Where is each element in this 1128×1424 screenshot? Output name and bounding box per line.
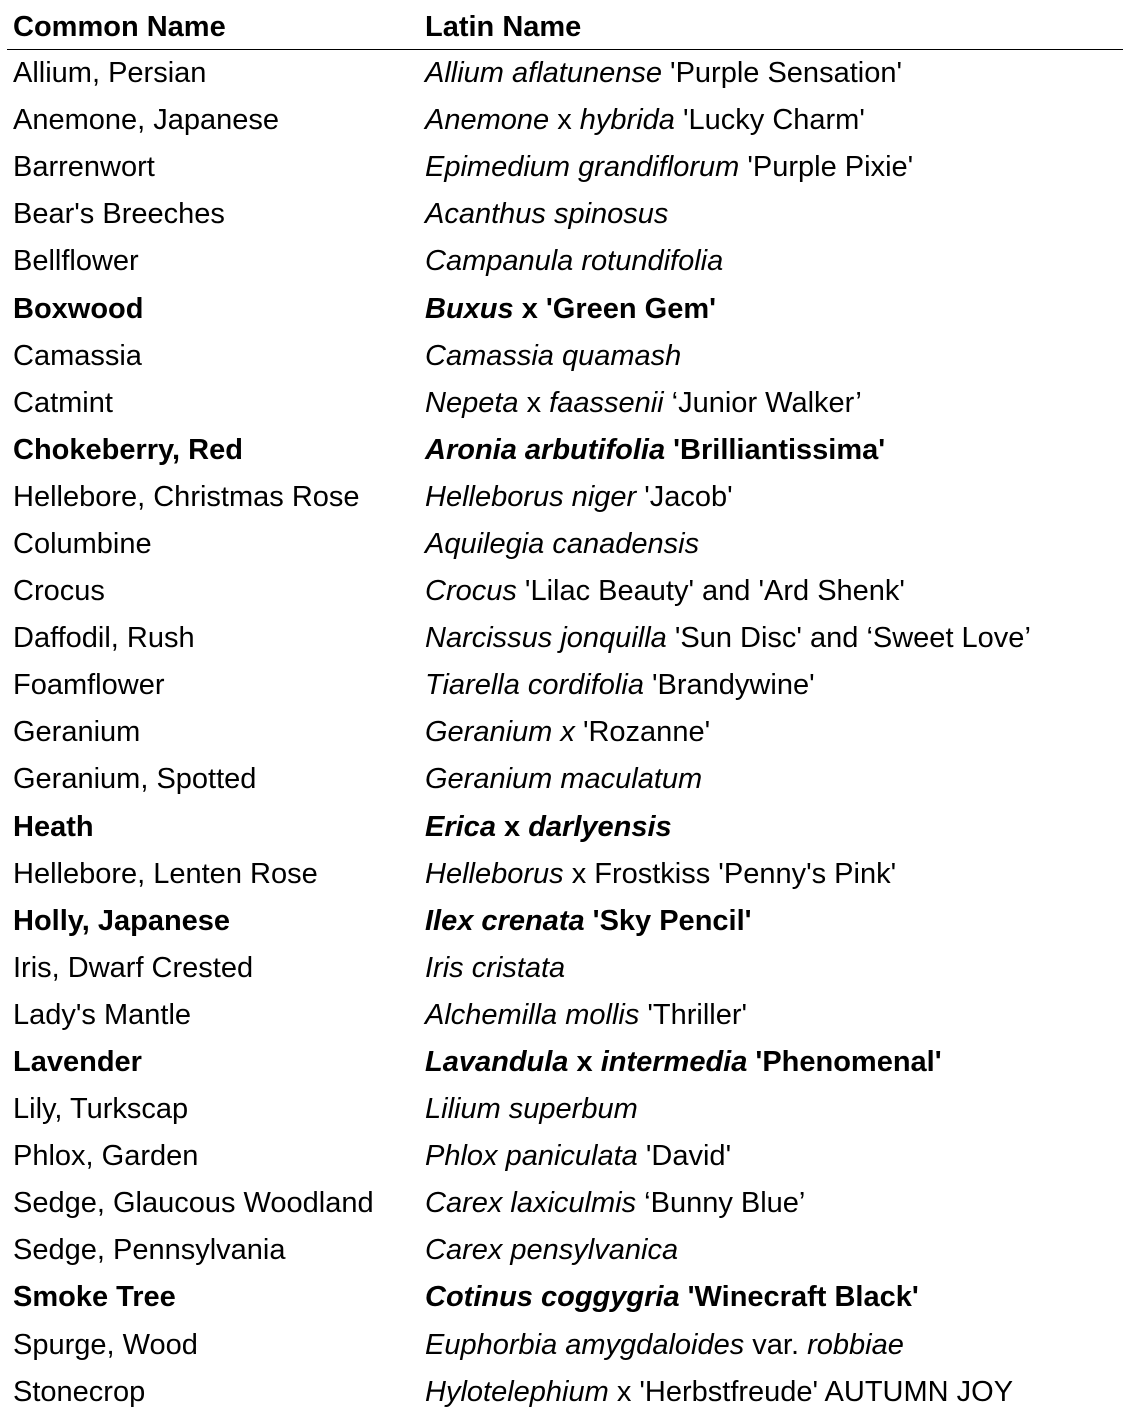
table-row (7, 474, 1123, 521)
latin-name-italic-part: faassenii (549, 386, 664, 419)
latin-name-italic-part: Crocus (425, 575, 517, 608)
latin-name-italic-part: Carex pensylvanica (425, 1234, 679, 1267)
common-name-cell: Foamflower (13, 669, 165, 702)
common-name-cell: Sedge, Glaucous Woodland (13, 1187, 374, 1220)
latin-name-roman-part: x (518, 386, 550, 419)
common-name-cell: Smoke Tree (13, 1281, 176, 1314)
common-name-cell: Columbine (13, 527, 152, 560)
common-name-cell: Phlox, Garden (13, 1140, 199, 1173)
latin-name-roman-part: x (549, 104, 580, 137)
table-row (7, 1039, 1123, 1086)
latin-name-cell (420, 144, 1123, 191)
latin-name-cell (420, 238, 1123, 285)
latin-name-cell (420, 662, 1123, 709)
table-row (7, 662, 1123, 709)
latin-name-italic-part: Cotinus coggygria (425, 1281, 680, 1314)
table-body (7, 50, 1123, 1416)
latin-name-italic-part: Alchemilla mollis (425, 998, 640, 1031)
common-name-cell: Holly, Japanese (13, 904, 231, 937)
latin-name-cell (420, 851, 1123, 898)
latin-name-cell (420, 1322, 1123, 1369)
table-row (7, 804, 1123, 851)
latin-name-roman-part: x (495, 810, 529, 843)
latin-name-cell (420, 756, 1123, 803)
latin-name-roman-part: 'Sun Disc' and ‘Sweet Love’ (666, 622, 1031, 655)
latin-name-roman-part: x 'Herbstfreude' AUTUMN JOY (608, 1375, 1014, 1408)
table-row (7, 380, 1123, 427)
latin-name-italic-part: Lilium superbum (425, 1093, 638, 1126)
latin-name-cell (420, 285, 1123, 332)
common-name-cell: Boxwood (13, 292, 144, 325)
table-row (7, 1133, 1123, 1180)
latin-name-italic-part: Anemone (425, 104, 550, 137)
common-name-cell: Geranium (13, 716, 141, 749)
table-row (7, 851, 1123, 898)
common-name-cell: Bear's Breeches (13, 198, 225, 231)
latin-name-cell (420, 380, 1123, 427)
latin-name-cell (420, 1133, 1123, 1180)
latin-name-italic-part: Carex laxiculmis (425, 1187, 637, 1220)
common-name-cell: Anemone, Japanese (13, 104, 280, 137)
latin-name-cell (420, 992, 1123, 1039)
latin-name-cell (420, 1227, 1123, 1274)
table-header (7, 5, 1123, 50)
latin-name-italic-part: robbiae (807, 1328, 904, 1361)
latin-name-roman-part: 'Brilliantissima' (665, 433, 886, 466)
table-row (7, 285, 1123, 332)
latin-name-roman-part: 'Lilac Beauty' and 'Ard Shenk' (516, 575, 905, 608)
latin-name-cell (420, 50, 1123, 98)
latin-name-italic-part: Helleborus (425, 857, 564, 890)
latin-name-italic-part: darlyensis (528, 810, 672, 843)
table-row (7, 191, 1123, 238)
latin-name-italic-part: Nepeta (425, 386, 519, 419)
table-row (7, 1274, 1123, 1321)
table-row (7, 1086, 1123, 1133)
common-name-cell: Daffodil, Rush (13, 622, 195, 655)
latin-name-cell (420, 427, 1123, 474)
latin-name-roman-part: x Frostkiss 'Penny's Pink' (563, 857, 897, 890)
common-name-cell: Hellebore, Lenten Rose (13, 857, 318, 890)
latin-name-italic-part: hybrida (579, 104, 675, 137)
table-row (7, 756, 1123, 803)
table-row (7, 1227, 1123, 1274)
common-name-cell: Camassia (13, 339, 142, 372)
latin-name-cell (420, 1369, 1123, 1416)
latin-name-roman-part: 'Brandywine' (643, 669, 815, 702)
latin-name-roman-part: var. (744, 1328, 808, 1361)
latin-name-italic-part: Phlox paniculata (425, 1140, 638, 1173)
latin-name-cell (420, 945, 1123, 992)
latin-name-italic-part: Narcissus jonquilla (425, 622, 667, 655)
latin-name-header: Latin Name (420, 5, 1123, 50)
latin-name-roman-part: ‘Bunny Blue’ (636, 1187, 806, 1220)
common-name-cell: Barrenwort (13, 151, 155, 184)
latin-name-roman-part: 'Rozanne' (574, 716, 711, 749)
latin-name-italic-part: intermedia (600, 1046, 748, 1079)
table-row (7, 1180, 1123, 1227)
table-row (7, 427, 1123, 474)
table-row (7, 945, 1123, 992)
latin-name-italic-part: Camassia quamash (425, 339, 682, 372)
header-row (7, 5, 1123, 50)
common-name-cell: Lavender (13, 1046, 142, 1079)
latin-name-roman-part: 'Purple Pixie' (739, 151, 914, 184)
latin-name-italic-part: Buxus (425, 292, 514, 325)
table-row (7, 992, 1123, 1039)
latin-name-italic-part: Aquilegia canadensis (425, 527, 700, 560)
latin-name-italic-part: Tiarella cordifolia (425, 669, 644, 702)
latin-name-italic-part: Lavandula (425, 1046, 569, 1079)
latin-name-italic-part: Geranium maculatum (425, 763, 703, 796)
latin-name-roman-part: 'Phenomenal' (747, 1046, 942, 1079)
table-row (7, 1369, 1123, 1416)
latin-name-italic-part: Euphorbia amygdaloides (425, 1328, 745, 1361)
common-name-cell: Iris, Dwarf Crested (13, 951, 254, 984)
latin-name-italic-part: Ilex crenata (425, 904, 585, 937)
latin-name-roman-part: 'David' (637, 1140, 732, 1173)
latin-name-cell (420, 333, 1123, 380)
table-row (7, 238, 1123, 285)
common-name-cell: Bellflower (13, 245, 139, 278)
common-name-cell: Lady's Mantle (13, 998, 192, 1031)
latin-name-cell (420, 1086, 1123, 1133)
latin-name-cell (420, 804, 1123, 851)
latin-name-italic-part: Epimedium grandiflorum (425, 151, 740, 184)
common-name-cell: Stonecrop (13, 1375, 146, 1408)
latin-name-cell (420, 191, 1123, 238)
latin-name-italic-part: Allium aflatunense (425, 57, 662, 90)
latin-name-roman-part: x (568, 1046, 601, 1079)
common-name-cell: Allium, Persian (13, 57, 207, 90)
latin-name-cell (420, 97, 1123, 144)
latin-name-cell (420, 1180, 1123, 1227)
table-row (7, 898, 1123, 945)
table-row (7, 568, 1123, 615)
common-name-cell: Catmint (13, 386, 113, 419)
latin-name-cell (420, 615, 1123, 662)
latin-name-italic-part: Iris cristata (425, 951, 566, 984)
common-name-cell: Heath (13, 810, 94, 843)
latin-name-cell (420, 709, 1123, 756)
common-name-cell: Crocus (13, 575, 105, 608)
latin-name-italic-part: Hylotelephium (425, 1375, 609, 1408)
latin-name-roman-part: ‘Junior Walker’ (663, 386, 862, 419)
table-row (7, 50, 1123, 98)
latin-name-cell (420, 568, 1123, 615)
latin-name-roman-part: 'Winecraft Black' (679, 1281, 919, 1314)
latin-name-italic-part: Erica (425, 810, 496, 843)
latin-name-italic-part: Acanthus spinosus (425, 198, 669, 231)
table-row (7, 521, 1123, 568)
table-row (7, 333, 1123, 380)
common-name-header: Common Name (7, 5, 420, 50)
latin-name-cell (420, 898, 1123, 945)
table-row (7, 1322, 1123, 1369)
table-row (7, 709, 1123, 756)
table-row (7, 615, 1123, 662)
plant-list-table (7, 5, 1123, 1416)
latin-name-roman-part: x 'Green Gem' (513, 292, 717, 325)
common-name-cell: Geranium, Spotted (13, 763, 257, 796)
latin-name-italic-part: Campanula rotundifolia (425, 245, 724, 278)
latin-name-roman-part: 'Sky Pencil' (584, 904, 752, 937)
latin-name-cell (420, 1039, 1123, 1086)
table-row (7, 97, 1123, 144)
latin-name-roman-part: 'Purple Sensation' (661, 57, 902, 90)
common-name-cell: Chokeberry, Red (13, 433, 243, 466)
common-name-cell: Sedge, Pennsylvania (13, 1234, 286, 1267)
latin-name-italic-part: Geranium x (425, 716, 575, 749)
latin-name-italic-part: Helleborus niger (425, 480, 637, 513)
latin-name-cell (420, 521, 1123, 568)
latin-name-roman-part: 'Lucky Charm' (674, 104, 865, 137)
latin-name-cell (420, 1274, 1123, 1321)
latin-name-roman-part: 'Jacob' (636, 480, 733, 513)
table-row (7, 144, 1123, 191)
latin-name-italic-part: Aronia arbutifolia (425, 433, 666, 466)
latin-name-cell (420, 474, 1123, 521)
latin-name-roman-part: 'Thriller' (639, 998, 748, 1031)
common-name-cell: Lily, Turkscap (13, 1093, 189, 1126)
common-name-cell: Spurge, Wood (13, 1328, 198, 1361)
common-name-cell: Hellebore, Christmas Rose (13, 480, 360, 513)
